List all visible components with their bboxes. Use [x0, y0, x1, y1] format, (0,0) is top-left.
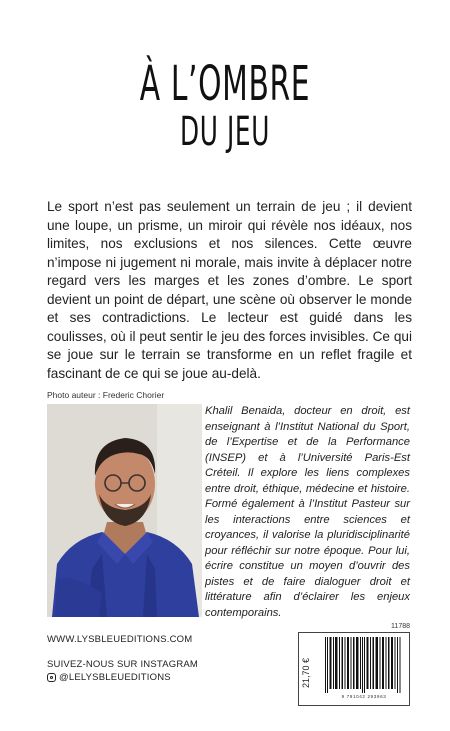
- instagram-handle: @LELYSBLEUEDITIONS: [59, 672, 171, 683]
- author-bio: Khalil Benaida, docteur en droit, est enseignant à l’Institut National du Sport, de l’Expertise et de la Performance (INSEP) et à l’Université Paris-Est Créteil. Il explore les liens complexes entre droit, éthique, médecine et histoire. Formé également à l’Institut Pasteur sur les interactions entre sciences et croyances, il valorise la pluridisciplinarité pour réfléchir sur notre époque. Pour lui, écrire constitue un moyen d’ouvrir des pistes et de faire dialoguer droit et littérature afin d’éclairer les enjeux contemporains.: [205, 405, 410, 619]
- author-photo: [47, 404, 202, 617]
- website-link[interactable]: WWW.LYSBLEUEDITIONS.COM: [47, 634, 193, 645]
- back-cover-summary: Le sport n’est pas seulement un terrain de jeu ; il devient une loupe, un prisme, un miroir qui révèle nos idéaux, nos limites, nos exclusions et nos silences. Cette œuvre n’impose ni jugement ni morale, mais invite à déplacer notre regard vers les marges et les zones d’ombre. Le sport devient un point de départ, une scène où observer le monde et ses contradictions. Le lecteur est guidé dans les coulisses, où il peut sentir le jeu des forces invisibles. Ce qui se joue sur le terrain se transforme en un reflet fragile et fascinant de ce qui se joue au-delà.: [47, 199, 412, 381]
- instagram-handle-row[interactable]: [47, 672, 171, 683]
- barcode-bars: [325, 637, 401, 693]
- product-code: 11788: [391, 623, 410, 630]
- barcode-digits: 9 791042 293963: [341, 694, 387, 699]
- barcode-block: [298, 623, 410, 707]
- barcode-frame: [298, 632, 410, 706]
- book-title-line1: À L’OMBRE: [139, 56, 311, 112]
- price-label: 21,70 €: [301, 657, 311, 689]
- photo-credit: Photo auteur : Frederic Chorier: [47, 390, 165, 400]
- instagram-follow-label: SUIVEZ-NOUS SUR INSTAGRAM: [47, 659, 199, 670]
- book-title-line2: DU JEU: [180, 109, 270, 155]
- instagram-icon: [47, 673, 56, 682]
